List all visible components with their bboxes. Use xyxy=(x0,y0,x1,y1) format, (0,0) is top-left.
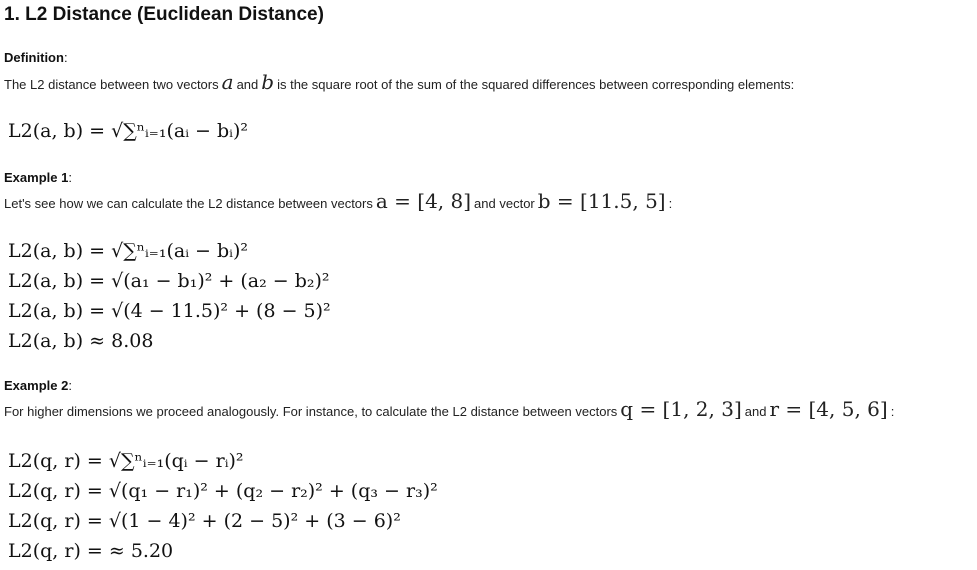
example1-end: : xyxy=(668,196,673,211)
example1-label-text: Example 1 xyxy=(4,170,69,185)
example1-and: and vector xyxy=(474,196,535,211)
example2-line-1: L2(q, r) = √∑ⁿᵢ₌₁(qᵢ − rᵢ)² xyxy=(8,450,244,472)
example1-line-1: L2(a, b) = √∑ⁿᵢ₌₁(aᵢ − bᵢ)² xyxy=(8,240,249,262)
vector-b: b = [11.5, 5] xyxy=(537,189,666,213)
example2-and: and xyxy=(744,404,767,419)
definition-text-pre: The L2 distance between two vectors xyxy=(4,77,219,92)
definition-text-post: is the square root of the sum of the squared differences between corresponding elements: xyxy=(277,77,795,92)
example2-end: : xyxy=(890,404,895,419)
example2-label-text: Example 2 xyxy=(4,378,69,393)
example2-line-3: L2(q, r) = √(1 − 4)² + (2 − 5)² + (3 − 6)² xyxy=(8,510,401,532)
definition-label-text: Definition xyxy=(4,50,64,65)
example1-line-3: L2(a, b) = √(4 − 11.5)² + (8 − 5)² xyxy=(8,300,331,322)
definition-text xyxy=(4,70,794,94)
vector-r: r = [4, 5, 6] xyxy=(769,397,888,421)
example1-text xyxy=(4,189,672,213)
definition-label: Definition: xyxy=(4,50,68,65)
definition-formula: L2(a, b) = √∑ⁿᵢ₌₁(aᵢ − bᵢ)² xyxy=(8,120,249,142)
example2-text-pre: For higher dimensions we proceed analogously. For instance, to calculate the L2 distance between vectors xyxy=(4,404,618,419)
vector-q: q = [1, 2, 3] xyxy=(620,397,742,421)
example2-label: Example 2: xyxy=(4,378,72,393)
example1-label: Example 1: xyxy=(4,170,72,185)
var-b: b xyxy=(261,70,275,94)
example1-line-2: L2(a, b) = √(a₁ − b₁)² + (a₂ − b₂)² xyxy=(8,270,330,292)
vector-a: a = [4, 8] xyxy=(375,189,472,213)
example2-text xyxy=(4,397,894,421)
example1-text-pre: Let's see how we can calculate the L2 distance between vectors xyxy=(4,196,373,211)
page-title: 1. L2 Distance (Euclidean Distance) xyxy=(4,4,324,25)
example2-line-2: L2(q, r) = √(q₁ − r₁)² + (q₂ − r₂)² + (q₃ − r₃)² xyxy=(8,480,438,502)
example1-line-4: L2(a, b) ≈ 8.08 xyxy=(8,330,154,352)
var-a: a xyxy=(221,70,234,94)
example2-line-4: L2(q, r) = ≈ 5.20 xyxy=(8,540,174,562)
definition-and: and xyxy=(236,77,259,92)
